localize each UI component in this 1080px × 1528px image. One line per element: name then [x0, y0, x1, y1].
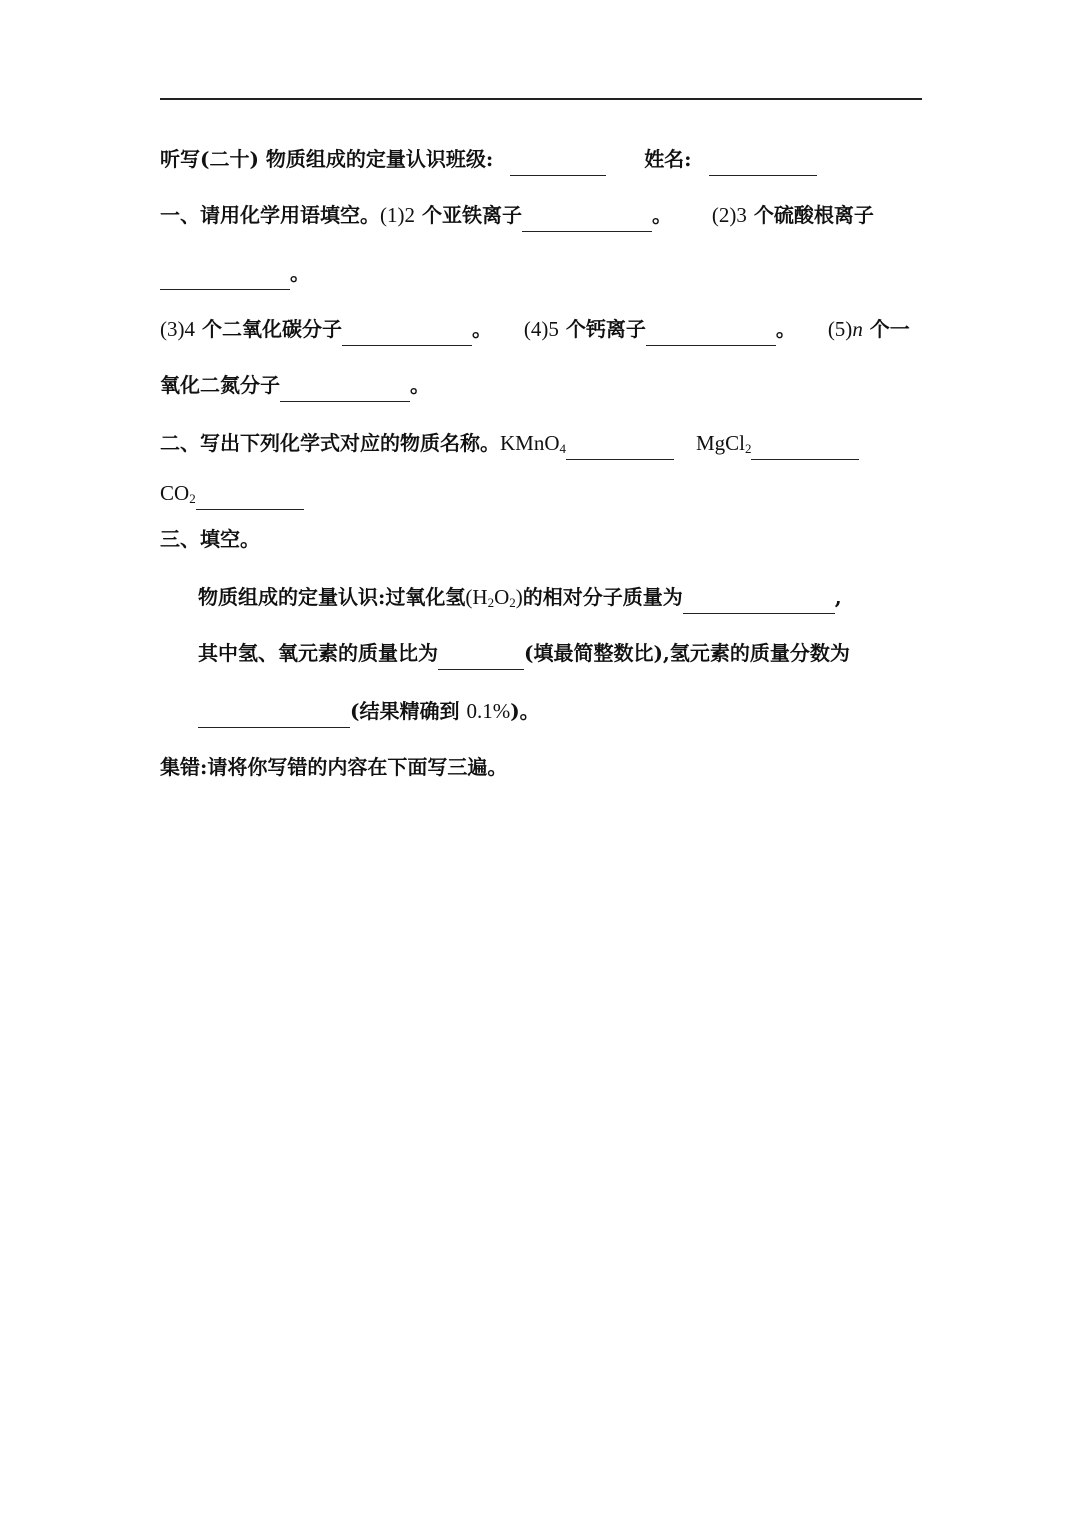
section1-line4	[160, 368, 430, 402]
q3-text: 个二氧化碳分子	[201, 317, 342, 341]
q4-answer-input[interactable]	[646, 319, 776, 346]
section1-line3	[160, 312, 910, 346]
section3-line2	[198, 636, 850, 670]
mgcl2-name-input[interactable]	[751, 433, 859, 460]
footer-line	[160, 750, 507, 784]
formula-mgcl2: MgCl$_2$	[695, 431, 752, 456]
formula-co2: $CO_2$	[160, 481, 196, 506]
molecular-mass-input[interactable]	[683, 587, 835, 614]
kmno4-name-input[interactable]	[566, 433, 674, 460]
mass-fraction-input[interactable]	[198, 701, 350, 728]
name-input[interactable]	[709, 149, 817, 176]
q4-end-mark: 。	[775, 317, 796, 341]
q4-text: 个钙离子	[565, 317, 646, 341]
co2-name-input[interactable]	[196, 483, 304, 510]
section3-heading-line	[160, 522, 260, 556]
section3-line1-end: ,	[834, 585, 842, 609]
q2-text: 个硫酸根离子	[753, 203, 874, 227]
class-input[interactable]	[510, 149, 606, 176]
q1-text: 个亚铁离子	[421, 203, 522, 227]
q5-answer-input[interactable]	[280, 375, 410, 402]
section3-line3	[198, 694, 540, 728]
section2-line1	[160, 426, 859, 460]
q2-number: (2)3	[711, 203, 747, 227]
q5-text-a: 个一	[869, 317, 910, 341]
page-title: 听写(二十) 物质组成的定量认识	[160, 147, 446, 171]
q5-text-b: 氧化二氮分子	[160, 373, 280, 397]
section2-line2	[160, 476, 304, 510]
section3-line1	[198, 580, 842, 614]
q1-end-mark: 。	[651, 203, 672, 227]
section2-heading: 二、写出下列化学式对应的物质名称。	[160, 431, 500, 455]
q2-answer-input[interactable]	[160, 263, 290, 290]
section1-line2	[160, 256, 310, 290]
section1-line1	[160, 198, 874, 232]
q3-number: (3)4	[160, 317, 195, 341]
q5-end-mark: 。	[410, 373, 430, 397]
q5-variable: n	[852, 317, 863, 341]
section3-line1-text-b: 的相对分子质量为	[522, 585, 683, 609]
formula-h2o2: $(H_2O_2)$	[465, 585, 523, 610]
section3-line3-text-a: (结果精确到	[350, 699, 460, 723]
q5-number: (5)	[827, 317, 853, 341]
header-rule	[160, 98, 922, 100]
section3-line2-text-a: 其中氢、氧元素的质量比为	[198, 641, 438, 665]
section3-line1-text-a: 物质组成的定量认识:过氧化氢	[198, 585, 466, 609]
name-label: 姓名:	[644, 147, 692, 171]
title-line	[160, 142, 817, 176]
q4-number: (4)5	[523, 317, 559, 341]
section1-heading: 一、请用化学用语填空。	[160, 203, 380, 227]
section3-heading: 三、填空。	[160, 527, 260, 551]
q3-answer-input[interactable]	[342, 319, 472, 346]
error-collection-note: 集错:请将你写错的内容在下面写三遍。	[160, 755, 508, 779]
q1-answer-input[interactable]	[522, 205, 652, 232]
precision-value: 0.1%	[466, 699, 511, 723]
formula-kmno4: KMnO$_4$	[500, 431, 567, 456]
q1-number: (1)2	[380, 203, 415, 227]
q3-end-mark: 。	[471, 317, 492, 341]
class-label: 班级:	[445, 147, 494, 171]
mass-ratio-input[interactable]	[438, 643, 524, 670]
section3-line2-text-b: (填最简整数比),氢元素的质量分数为	[524, 641, 850, 665]
q2-end-mark: 。	[290, 261, 310, 285]
section3-line3-end: )。	[510, 699, 540, 723]
